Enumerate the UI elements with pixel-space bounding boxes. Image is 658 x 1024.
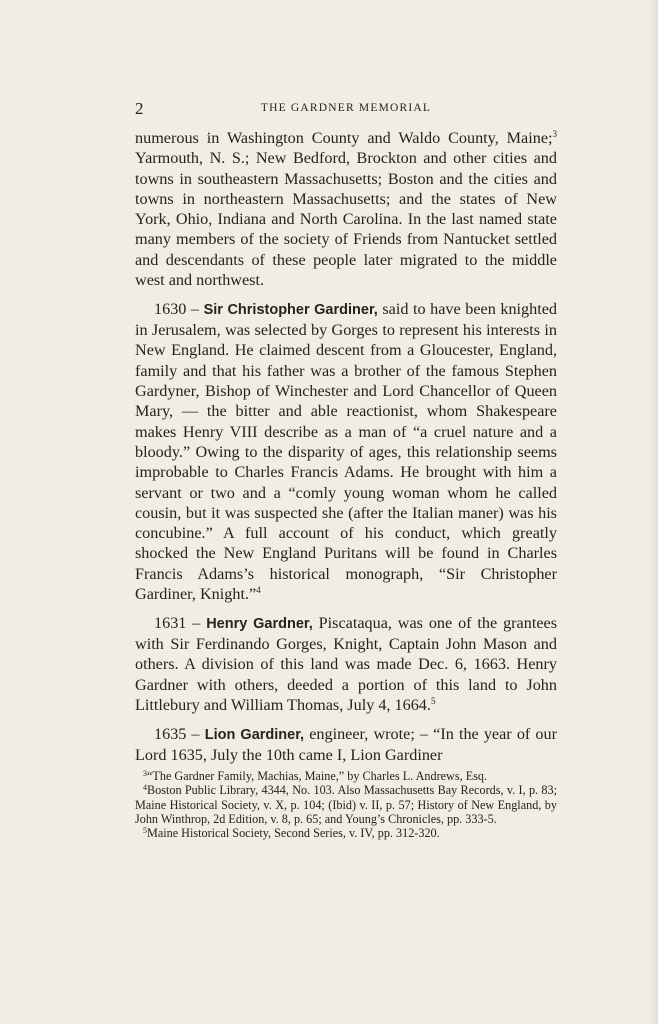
footnote-3 <box>135 769 557 783</box>
entry-year: 1635 – <box>154 724 205 743</box>
footnote-number: 3 <box>143 769 147 778</box>
footnote-text: Maine Historical Society, Second Series, v. IV, pp. 312-320. <box>147 826 440 841</box>
running-title: THE GARDNER MEMORIAL <box>260 102 432 114</box>
footnote-marker: 5 <box>430 696 436 707</box>
entry-year: 1631 – <box>154 613 207 632</box>
paragraph-1630 <box>135 299 557 604</box>
paragraph-1635 <box>135 724 557 766</box>
paragraph-text: numerous in Washington County and Waldo County, Maine; <box>135 129 553 147</box>
footnote-text: Boston Public Library, 4344, No. 103. Also Massachusetts Bay Records, v. I, p. 83; Maine Historical Society, v. X, p. 104; (Ibid) v. II, p. 57; History of New England, by John Winthrop, 2d Edition, v. 8, p. 65; and Young’s Chronicles, pp. 333-5. <box>135 783 557 826</box>
page-edge-shadow <box>650 0 658 1024</box>
footnote-4 <box>135 783 557 826</box>
paragraph-text: Yarmouth, N. S.; New Bedford, Brockton and other cities and towns in southeastern Massachusetts; Boston and the cities and towns in northeastern Massachusetts; and the states of New York, Ohio, Indiana and North Carolina. In the last named state many members of the society of Friends from Nantucket settled and descendants of these people later migrated to the middle west and northwest. <box>135 149 557 290</box>
paragraph-text: said to have been knighted in Jerusalem, was selected by Gorges to represent his interests in New England. He claimed descent from a Gloucester, England, family and that his father was a brother of the famous Stephen Gardyner, Bishop of Winchester and Lord Chancellor of Queen Mary, — the bitter and able reactionist, whom Shakespeare makes Henry VIII describe as a man of “a cruel nature and a bloody.” Owing to the disparity of ages, this relationship seems improbable to Charles Francis Adams. He brought with him a servant or two and a “comly young woman whom he called cousin, but it was suspected she (after the Italian maner) was his concubine.” A full account of his conduct, which greatly shocked the New England Puritans will be found in Charles Francis Adams’s historical monograph, “Sir Christopher Gardiner, Knight.” <box>135 299 558 604</box>
entry-name: Henry Gardner, <box>206 615 313 632</box>
entry-year: 1630 – <box>154 299 204 318</box>
paragraph-text: Piscataqua, was one of the grantees with Sir Ferdinando Gorges, Knight, Captain John Mason and others. A division of this land was made Dec. 6, 1663. Henry Gardner with others, deeded a portion of this land to John Littlebury and William Thomas, July 4, 1664. <box>135 613 558 715</box>
page-number: 2 <box>135 99 144 118</box>
footnote-marker: 4 <box>256 585 261 596</box>
paragraph-text: engineer, wrote; – “In the year of our Lord 1635, July the 10th came I, Lion Gardiner <box>135 724 558 765</box>
paragraph-continuation <box>135 128 557 290</box>
body-text <box>135 128 557 774</box>
footnote-number: 5 <box>143 826 147 836</box>
footnote-5 <box>135 826 557 840</box>
running-head <box>135 99 557 119</box>
paragraph-1631 <box>135 613 557 715</box>
entry-name: Lion Gardiner, <box>204 726 305 743</box>
footnote-number: 4 <box>143 783 147 793</box>
footnote-text: “The Gardner Family, Machias, Maine,” by Charles L. Andrews, Esq. <box>147 769 488 783</box>
footnote-marker: 3 <box>552 129 557 139</box>
entry-name: Sir Christopher Gardiner, <box>203 301 378 318</box>
footnotes <box>135 769 557 840</box>
